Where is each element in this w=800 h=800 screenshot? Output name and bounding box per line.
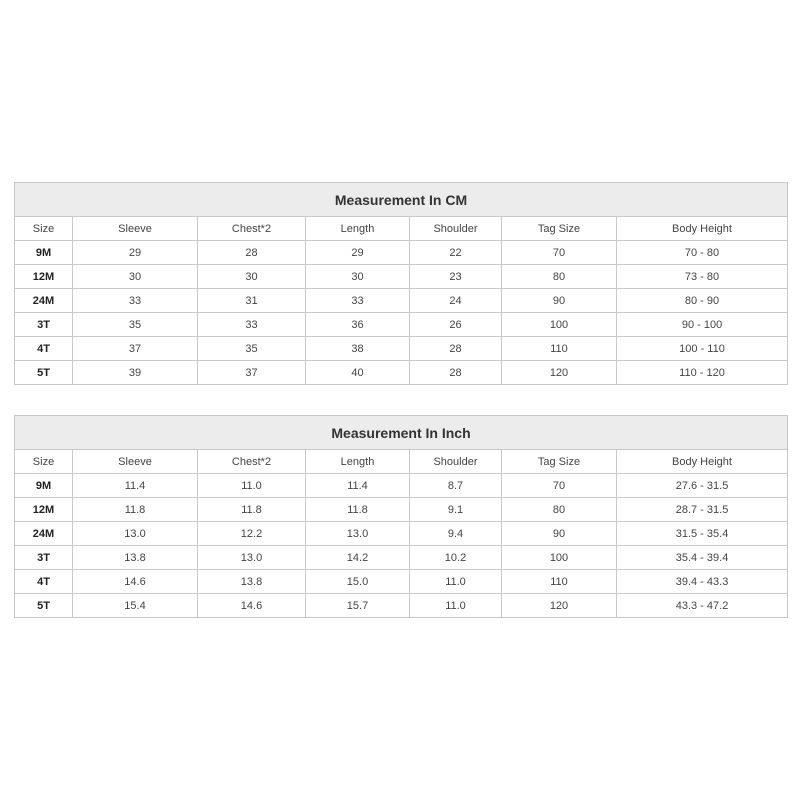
size-chart-inch-table [14, 415, 788, 618]
size-cell: 3T [15, 546, 73, 570]
table-cell: 23 [410, 265, 502, 289]
header-row [15, 450, 788, 474]
table-cell: 110 - 120 [617, 361, 788, 385]
table-cell: 100 [502, 546, 617, 570]
column-header: Length [306, 450, 410, 474]
table-cell: 35 [198, 337, 306, 361]
column-header: Shoulder [410, 217, 502, 241]
table-cell: 11.4 [73, 474, 198, 498]
table-cell: 40 [306, 361, 410, 385]
size-cell: 24M [15, 522, 73, 546]
table-cell: 36 [306, 313, 410, 337]
column-header: Tag Size [502, 217, 617, 241]
table-cell: 33 [198, 313, 306, 337]
table-cell: 22 [410, 241, 502, 265]
table-cell: 110 [502, 337, 617, 361]
table-cell: 70 [502, 241, 617, 265]
table-body [15, 241, 788, 385]
table-row [15, 289, 788, 313]
table-cell: 30 [306, 265, 410, 289]
column-header: Body Height [617, 450, 788, 474]
table-cell: 29 [306, 241, 410, 265]
table-cell: 13.8 [198, 570, 306, 594]
table-cell: 15.7 [306, 594, 410, 618]
table-cell: 11.8 [306, 498, 410, 522]
table-cell: 30 [73, 265, 198, 289]
table-cell: 14.6 [198, 594, 306, 618]
table-cell: 31 [198, 289, 306, 313]
table-cell: 11.0 [410, 594, 502, 618]
size-cell: 4T [15, 570, 73, 594]
table-row [15, 570, 788, 594]
table-cell: 8.7 [410, 474, 502, 498]
table-row [15, 594, 788, 618]
table-title: Measurement In Inch [15, 416, 788, 450]
table-cell: 13.0 [73, 522, 198, 546]
table-cell: 11.8 [198, 498, 306, 522]
table-cell: 39 [73, 361, 198, 385]
table-cell: 27.6 - 31.5 [617, 474, 788, 498]
column-header: Shoulder [410, 450, 502, 474]
column-header: Size [15, 450, 73, 474]
table-cell: 29 [73, 241, 198, 265]
size-cell: 5T [15, 594, 73, 618]
size-cell: 12M [15, 498, 73, 522]
size-cell: 24M [15, 289, 73, 313]
table-row [15, 313, 788, 337]
table-row [15, 498, 788, 522]
table-cell: 28 [410, 361, 502, 385]
table-cell: 90 - 100 [617, 313, 788, 337]
size-cell: 3T [15, 313, 73, 337]
table-cell: 33 [306, 289, 410, 313]
column-header: Sleeve [73, 217, 198, 241]
table-cell: 35.4 - 39.4 [617, 546, 788, 570]
table-cell: 13.0 [306, 522, 410, 546]
table-cell: 11.0 [410, 570, 502, 594]
table-cell: 24 [410, 289, 502, 313]
column-header: Body Height [617, 217, 788, 241]
table-cell: 14.2 [306, 546, 410, 570]
table-cell: 120 [502, 594, 617, 618]
table-cell: 38 [306, 337, 410, 361]
table-cell: 11.4 [306, 474, 410, 498]
table-cell: 12.2 [198, 522, 306, 546]
table-cell: 10.2 [410, 546, 502, 570]
column-header: Sleeve [73, 450, 198, 474]
table-cell: 15.0 [306, 570, 410, 594]
header-row [15, 217, 788, 241]
table-cell: 39.4 - 43.3 [617, 570, 788, 594]
table-cell: 26 [410, 313, 502, 337]
table-cell: 28 [198, 241, 306, 265]
table-cell: 11.8 [73, 498, 198, 522]
table-cell: 100 [502, 313, 617, 337]
table-row [15, 546, 788, 570]
table-cell: 35 [73, 313, 198, 337]
table-cell: 70 - 80 [617, 241, 788, 265]
table-row [15, 241, 788, 265]
table-cell: 13.8 [73, 546, 198, 570]
column-header: Tag Size [502, 450, 617, 474]
table-cell: 70 [502, 474, 617, 498]
table-cell: 120 [502, 361, 617, 385]
column-header: Length [306, 217, 410, 241]
table-row [15, 474, 788, 498]
size-cell: 12M [15, 265, 73, 289]
table-body [15, 474, 788, 618]
size-cell: 4T [15, 337, 73, 361]
table-cell: 9.1 [410, 498, 502, 522]
table-cell: 14.6 [73, 570, 198, 594]
table-cell: 28 [410, 337, 502, 361]
table-cell: 37 [73, 337, 198, 361]
table-cell: 15.4 [73, 594, 198, 618]
table-title: Measurement In CM [15, 183, 788, 217]
table-row [15, 265, 788, 289]
table-row [15, 522, 788, 546]
table-cell: 13.0 [198, 546, 306, 570]
column-header: Size [15, 217, 73, 241]
column-header: Chest*2 [198, 217, 306, 241]
size-chart-cm-table [14, 182, 788, 385]
table-cell: 31.5 - 35.4 [617, 522, 788, 546]
table-cell: 73 - 80 [617, 265, 788, 289]
table-row [15, 361, 788, 385]
size-cell: 5T [15, 361, 73, 385]
table-cell: 80 [502, 498, 617, 522]
table-cell: 80 [502, 265, 617, 289]
table-cell: 9.4 [410, 522, 502, 546]
table-cell: 28.7 - 31.5 [617, 498, 788, 522]
table-cell: 100 - 110 [617, 337, 788, 361]
table-cell: 37 [198, 361, 306, 385]
column-header: Chest*2 [198, 450, 306, 474]
table-cell: 30 [198, 265, 306, 289]
table-cell: 80 - 90 [617, 289, 788, 313]
size-cell: 9M [15, 241, 73, 265]
table-cell: 11.0 [198, 474, 306, 498]
table-cell: 110 [502, 570, 617, 594]
table-cell: 90 [502, 289, 617, 313]
size-cell: 9M [15, 474, 73, 498]
table-cell: 43.3 - 47.2 [617, 594, 788, 618]
table-row [15, 337, 788, 361]
table-cell: 90 [502, 522, 617, 546]
table-cell: 33 [73, 289, 198, 313]
